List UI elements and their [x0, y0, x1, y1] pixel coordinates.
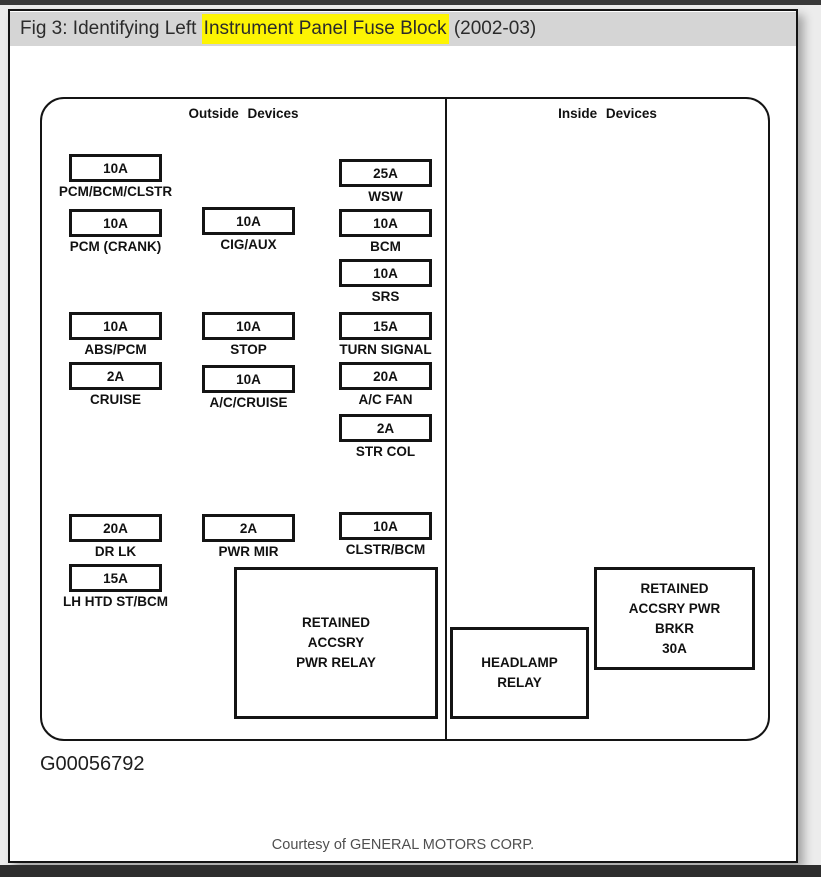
fuse-label: DR LK	[94, 544, 137, 559]
fuse-label: WSW	[368, 189, 403, 204]
fuse-box	[339, 414, 432, 442]
fuse-box	[339, 362, 432, 390]
fuse-amp: 10A	[373, 265, 398, 281]
fuse-label: CRUISE	[89, 392, 141, 407]
fuse-amp: 10A	[373, 215, 398, 231]
relay-text-line: 30A	[662, 640, 687, 656]
fuse-amp: 10A	[103, 215, 128, 231]
headlamp-relay-box	[450, 627, 589, 719]
outside-devices-header: Outside Devices	[188, 106, 299, 121]
fuse-label: TURN SIGNAL	[339, 342, 432, 357]
fuse-label: BCM	[370, 239, 401, 254]
figure-title-prefix: Fig 3: Identifying Left	[20, 18, 202, 39]
fuse-box	[69, 312, 162, 340]
fuse-label: A/C FAN	[358, 392, 413, 407]
fuse-box	[202, 365, 295, 393]
figure-id: G00056792	[40, 753, 145, 775]
relay-text-line: ACCSRY PWR	[628, 600, 721, 616]
retained-accsry-pwr-brkr-box	[594, 567, 755, 670]
fuse-amp: 2A	[376, 420, 395, 436]
fuse-label: STOP	[230, 342, 267, 357]
fuse-label: A/C/CRUISE	[209, 395, 288, 410]
relay-text-line: BRKR	[655, 620, 694, 636]
relay-text-line: RETAINED	[301, 615, 370, 630]
fuse-box	[339, 312, 432, 340]
figure-title-suffix: (2002-03)	[448, 18, 537, 39]
fuse-amp: 10A	[236, 371, 261, 387]
top-edge-bar	[0, 0, 821, 5]
relay-text-line: ACCSRY	[307, 635, 365, 650]
fuse-box	[202, 207, 295, 235]
fuse-amp: 20A	[373, 368, 398, 384]
figure-title-highlight: Instrument Panel Fuse Block	[202, 14, 449, 44]
relay-text-line: RELAY	[497, 675, 542, 690]
fuse-box	[339, 512, 432, 540]
inside-devices-header: Inside Devices	[558, 106, 657, 121]
fuse-box	[69, 514, 162, 542]
fuse-amp: 10A	[103, 318, 128, 334]
fuse-amp: 25A	[373, 165, 398, 181]
relay-text-line: HEADLAMP	[481, 655, 558, 670]
fuse-box	[202, 312, 295, 340]
retained-accsry-pwr-relay-box	[234, 567, 438, 719]
fuse-label: PCM (CRANK)	[69, 239, 162, 254]
fuse-box	[69, 154, 162, 182]
fuse-box	[69, 362, 162, 390]
fuse-amp: 10A	[236, 318, 261, 334]
fuse-label: CIG/AUX	[220, 237, 277, 252]
fuse-amp: 10A	[373, 518, 398, 534]
fuse-label: SRS	[371, 289, 400, 304]
fuse-box	[69, 209, 162, 237]
fuse-box	[339, 159, 432, 187]
fuse-label: PCM/BCM/CLSTR	[58, 184, 173, 199]
fuse-label: STR COL	[355, 444, 416, 459]
fuse-diagram	[40, 97, 770, 741]
relay-text-line: PWR RELAY	[296, 655, 376, 670]
fuse-label: ABS/PCM	[84, 342, 147, 357]
fuse-box	[202, 514, 295, 542]
figure-title-bar	[10, 12, 796, 46]
fuse-amp: 2A	[106, 368, 125, 384]
fuse-label: LH HTD ST/BCM	[63, 594, 168, 609]
fuse-box	[339, 209, 432, 237]
fuse-amp: 15A	[103, 570, 128, 586]
fuse-amp: 10A	[103, 160, 128, 176]
fuse-label: PWR MIR	[218, 544, 279, 559]
credit-line: Courtesy of GENERAL MOTORS CORP.	[271, 837, 535, 853]
fuse-label: CLSTR/BCM	[345, 542, 426, 557]
fuse-box	[339, 259, 432, 287]
fuse-amp: 15A	[373, 318, 398, 334]
relay-text-line: RETAINED	[640, 580, 709, 596]
fuse-amp: 10A	[236, 213, 261, 229]
fuse-amp: 2A	[239, 520, 258, 536]
bottom-edge-bar	[0, 865, 821, 877]
fuse-amp: 20A	[103, 520, 128, 536]
document-page	[8, 9, 798, 863]
fuse-box	[69, 564, 162, 592]
